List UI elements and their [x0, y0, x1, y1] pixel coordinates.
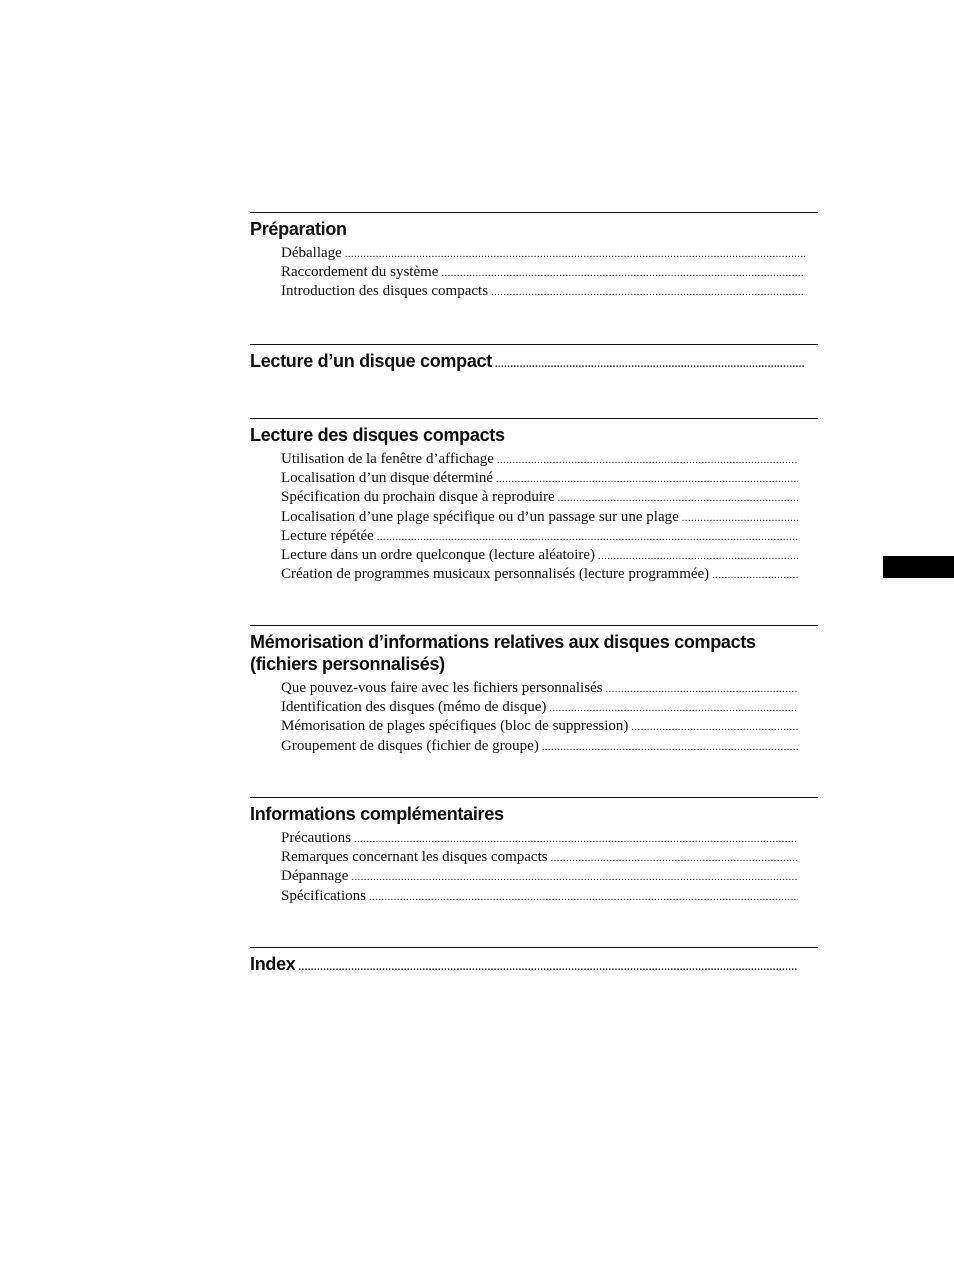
- leader-dots: [345, 245, 805, 264]
- toc-item[interactable]: [281, 698, 798, 717]
- toc-item[interactable]: [281, 737, 798, 756]
- toc-item[interactable]: [281, 508, 798, 527]
- toc-item[interactable]: [281, 527, 798, 546]
- leader-dots: [354, 830, 798, 849]
- leader-dots: [441, 264, 805, 283]
- toc-section-informations: [250, 797, 818, 947]
- toc-item-label: Remarques concernant les disques compacts: [281, 849, 548, 866]
- toc-item[interactable]: [281, 469, 798, 488]
- leader-dots: [542, 738, 798, 757]
- section-heading: Préparation: [250, 219, 347, 239]
- toc-heading-entry[interactable]: [250, 350, 805, 376]
- toc-item[interactable]: [281, 450, 798, 469]
- table-of-contents: [250, 212, 818, 983]
- toc-section-lecture-disques: [250, 418, 818, 625]
- toc-item[interactable]: [281, 867, 798, 886]
- leader-dots: [299, 957, 798, 979]
- leader-dots: [598, 547, 798, 566]
- toc-item-label: Que pouvez-vous faire avec les fichiers personnalisés: [281, 680, 603, 696]
- section-heading: Informations complémentaires: [250, 804, 504, 824]
- toc-item-label: Introduction des disques compacts: [281, 283, 489, 300]
- toc-item-label: Localisation d’un disque déterminé: [281, 470, 494, 487]
- leader-dots: [682, 509, 798, 528]
- toc-item[interactable]: [281, 887, 798, 906]
- toc-item-list: [281, 450, 798, 584]
- toc-item-list: [281, 829, 798, 906]
- toc-item[interactable]: [281, 282, 805, 301]
- toc-item-label: Mémorisation de plages spécifiques (bloc de suppression): [281, 718, 629, 735]
- toc-item-label: Identification des disques (mémo de disque): [281, 699, 547, 716]
- toc-item[interactable]: [281, 546, 798, 565]
- leader-dots: [377, 528, 798, 547]
- leader-dots: [631, 718, 798, 737]
- toc-item-label: Spécifications: [281, 887, 366, 904]
- toc-item-list: [281, 679, 798, 756]
- leader-dots: [712, 566, 798, 585]
- toc-item-label: Déballage: [281, 245, 342, 261]
- toc-section-lecture-disque: [250, 344, 818, 418]
- toc-section-preparation: [250, 212, 818, 344]
- toc-item-label: Utilisation de la fenêtre d’affichage: [281, 451, 494, 467]
- toc-item-label: Précautions: [281, 830, 351, 846]
- leader-dots: [491, 283, 805, 302]
- toc-item-label: Localisation d’une plage spécifique ou d’un passage sur une plage: [281, 508, 679, 525]
- leader-dots: [496, 470, 798, 489]
- toc-item-label: Création de programmes musicaux personnalisés (lecture programmée): [281, 566, 710, 583]
- toc-item-label: Raccordement du système: [281, 264, 439, 281]
- toc-item[interactable]: [281, 679, 798, 698]
- toc-section-index: [250, 947, 818, 983]
- toc-item-list: [281, 244, 805, 302]
- leader-dots: [369, 888, 798, 907]
- toc-item[interactable]: [281, 565, 798, 584]
- toc-item-label: Groupement de disques (fichier de groupe): [281, 737, 539, 754]
- toc-item[interactable]: [281, 717, 798, 736]
- toc-item[interactable]: [281, 263, 805, 282]
- toc-item[interactable]: [281, 829, 798, 848]
- leader-dots: [497, 451, 798, 470]
- toc-item[interactable]: [281, 244, 805, 263]
- leader-dots: [351, 868, 798, 887]
- toc-item-label: Spécification du prochain disque à reproduire: [281, 489, 555, 506]
- section-heading-line-2: (fichiers personnalisés): [250, 654, 445, 674]
- toc-item-label: Lecture dans un ordre quelconque (lecture aléatoire): [281, 546, 596, 563]
- toc-item[interactable]: [281, 488, 798, 507]
- chapter-tab-marker: [883, 556, 954, 578]
- toc-section-memorisation: [250, 625, 818, 797]
- toc-item-label: Dépannage: [281, 868, 349, 885]
- leader-dots: [606, 680, 798, 699]
- section-heading: Index: [250, 954, 296, 974]
- toc-item-label: Lecture répétée: [281, 527, 374, 544]
- leader-dots: [558, 489, 798, 508]
- section-heading-line-1: Mémorisation d’informations relatives aux disques compacts: [250, 632, 756, 652]
- leader-dots: [495, 354, 805, 376]
- leader-dots: [551, 849, 798, 868]
- section-heading: Lecture des disques compacts: [250, 425, 505, 445]
- leader-dots: [549, 699, 798, 718]
- section-heading: Lecture d’un disque compact: [250, 351, 492, 371]
- toc-heading-entry[interactable]: [250, 953, 798, 979]
- toc-item[interactable]: [281, 848, 798, 867]
